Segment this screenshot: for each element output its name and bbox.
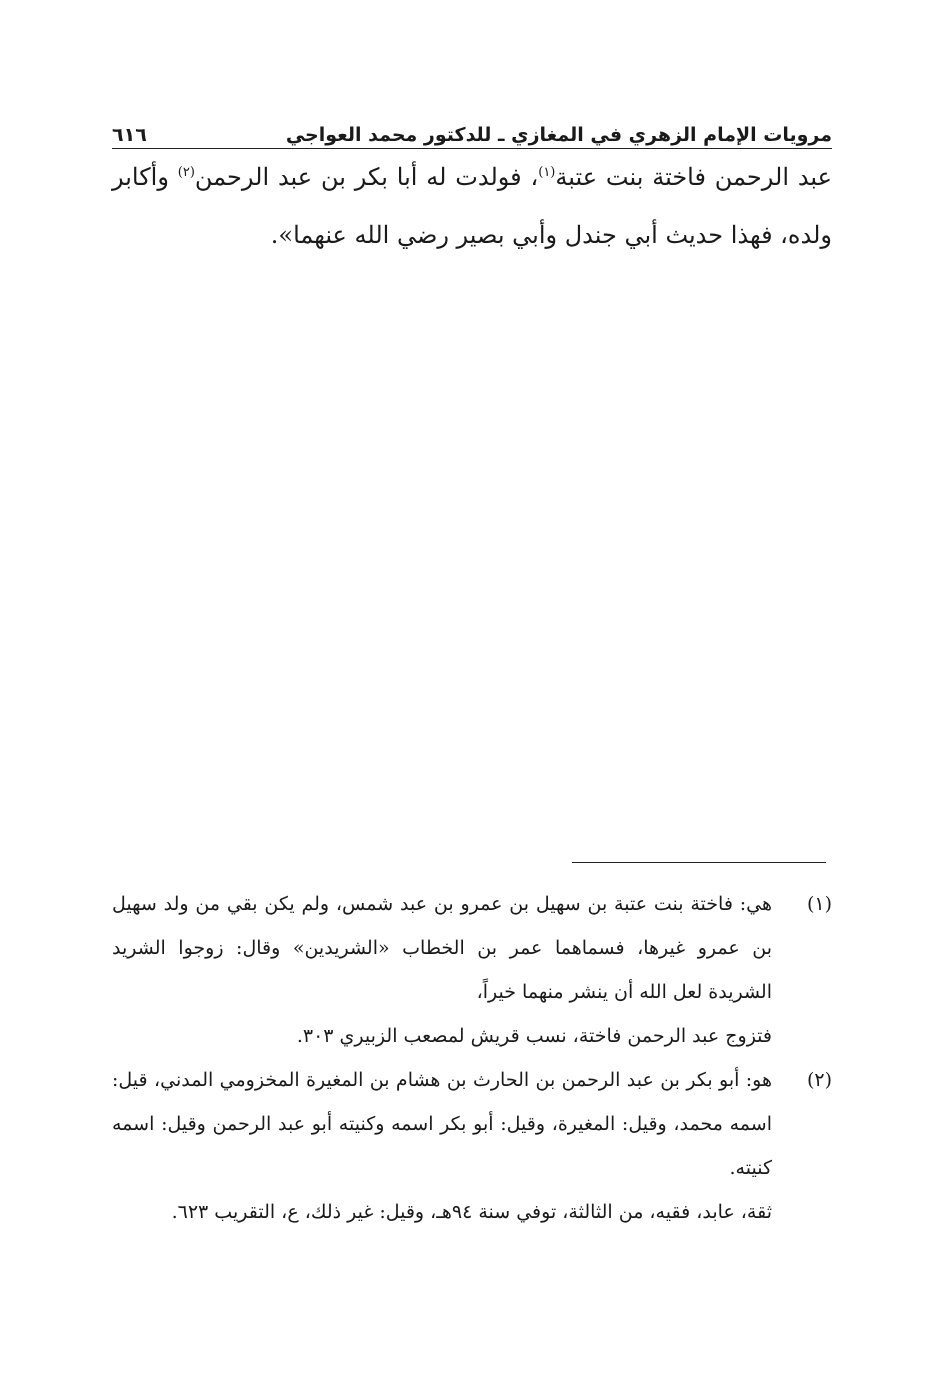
text-run: عبد الرحمن فاختة بنت عتبة xyxy=(555,163,832,191)
footnote-number: (٢) xyxy=(806,1069,832,1091)
footnote-text: فتزوج عبد الرحمن فاختة، نسب قريش لمصعب الزبيري ٣٠٣. xyxy=(296,1025,772,1047)
footnote-text: ثقة، عابد، فقيه، من الثالثة، توفي سنة ٩٤هـ، وقيل: غير ذلك، ع، التقريب ٦٢٣. xyxy=(171,1201,772,1223)
page-number: ٦١٦ xyxy=(112,124,147,146)
main-text xyxy=(112,148,832,264)
footnote-number: (١) xyxy=(806,893,832,915)
text-run: عنهما». xyxy=(270,221,347,249)
main-paragraph xyxy=(112,148,832,264)
footnote-2 xyxy=(112,1058,832,1234)
text-run: ، فولدت له أبا بكر بن xyxy=(320,163,539,191)
running-header xyxy=(112,112,832,146)
header-title: مرويات الإمام الزهري في المغازي ـ للدكتور محمد العواجي xyxy=(285,124,832,146)
footnote-text: هي: فاختة بنت عتبة بن سهيل بن عمرو بن عبد شمس، ولم يكن بقي من ولد سهيل بن عمرو غيرها، فسماهما عمر بن الخطاب «الشريدين» وقال: زوجوا الشريد الشريدة لعل الله أن ينشر منهما خيراً، xyxy=(112,893,772,1003)
text-run: وأكابر ولده، فهذا حديث أبي جندل وأبي بصير رضي الله xyxy=(112,163,832,249)
footnotes xyxy=(112,882,832,1234)
text-run: عبد الرحمن xyxy=(194,163,313,191)
footnote-ref-2[interactable]: (٢) xyxy=(177,165,195,180)
footnote-1 xyxy=(112,882,832,1058)
footnote-ref-1[interactable]: (١) xyxy=(538,165,556,180)
footnote-text: هو: أبو بكر بن عبد الرحمن بن الحارث بن هشام بن المغيرة المخزومي المدني، قيل: اسمه محمد، وقيل: المغيرة، وقيل: أبو بكر اسمه وكنيته أبو عبد الرحمن وقيل: اسمه كنيته. xyxy=(112,1069,772,1179)
footnote-separator xyxy=(572,862,826,863)
